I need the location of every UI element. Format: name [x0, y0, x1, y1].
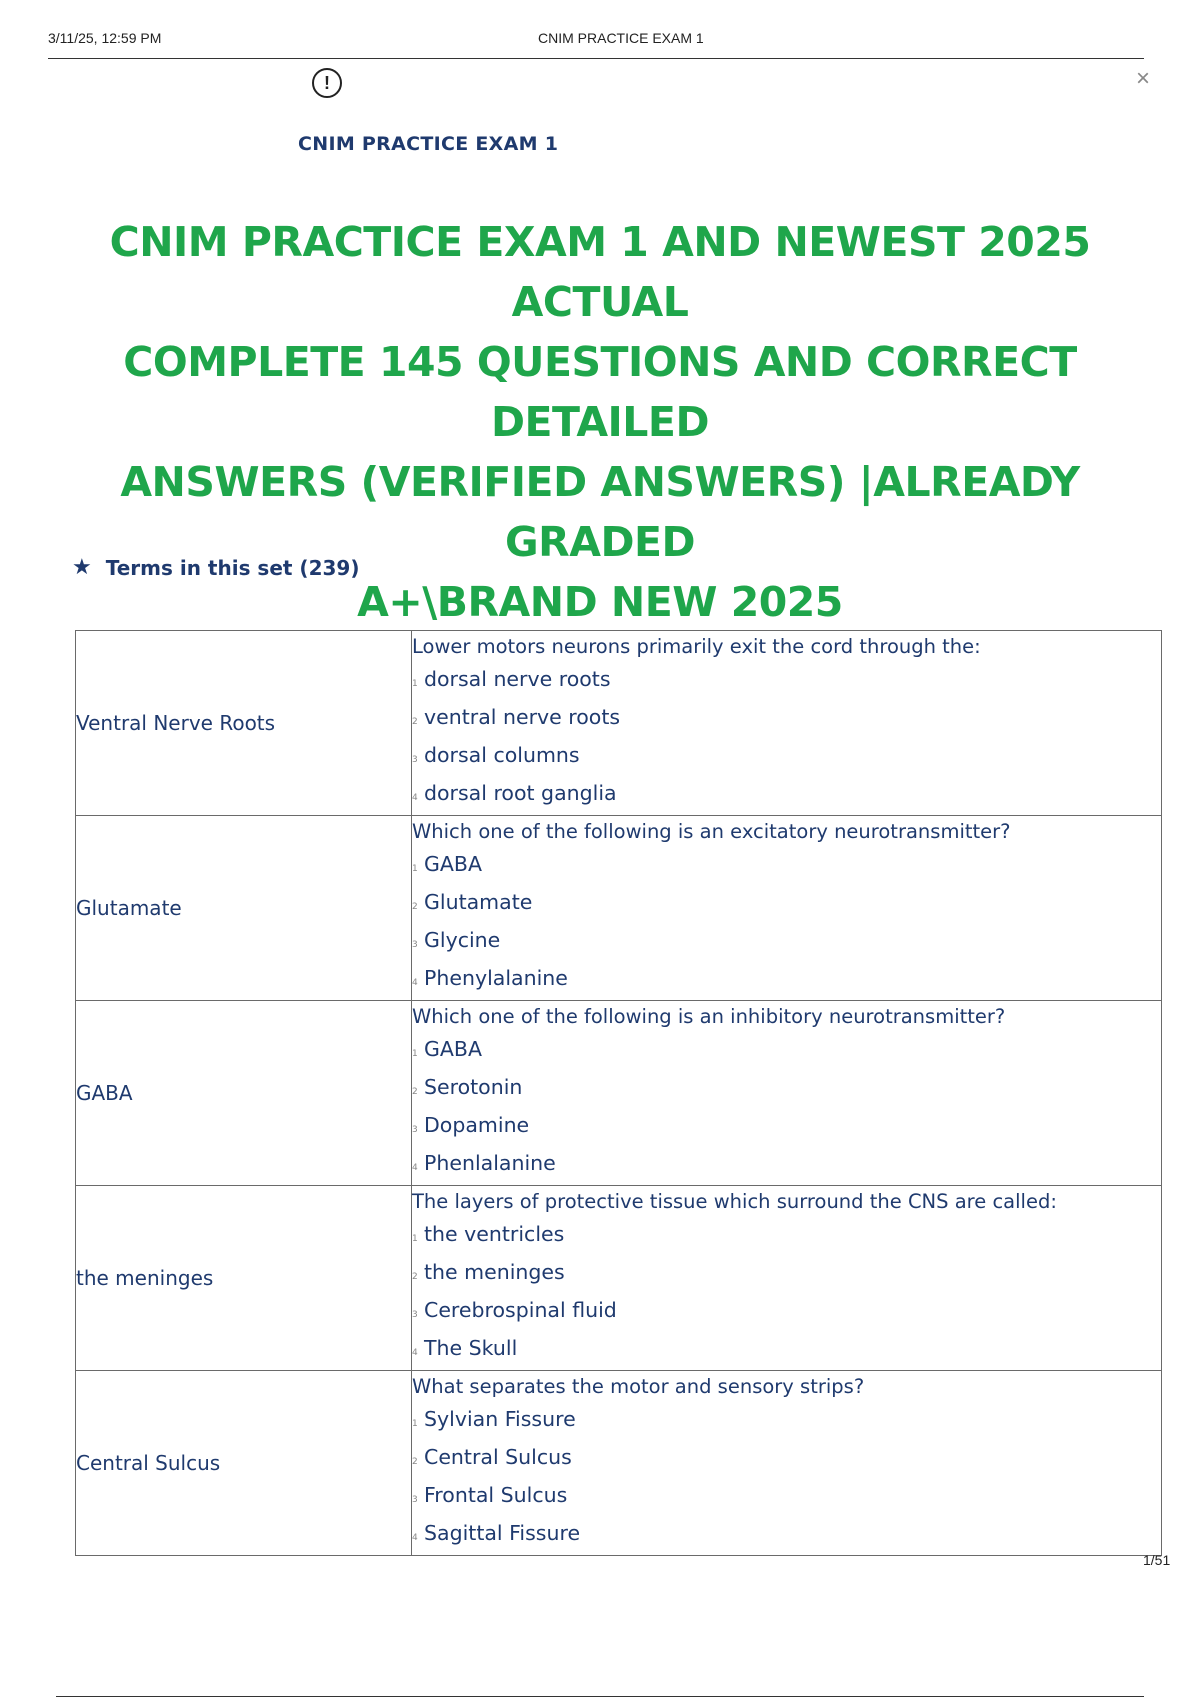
option-text: Glycine — [424, 928, 501, 952]
option-number: 3 — [412, 1495, 418, 1505]
term-row — [76, 1371, 1162, 1556]
terms-count-label: Terms in this set (239) — [105, 556, 360, 580]
option-number: 1 — [412, 864, 418, 874]
close-icon[interactable]: × — [1135, 65, 1150, 92]
page-number: 1/51 — [1143, 1552, 1171, 1568]
option-text: Phenlalanine — [424, 1151, 556, 1175]
set-title: CNIM PRACTICE EXAM 1 — [298, 133, 559, 155]
answer-option — [412, 1256, 1161, 1294]
term-cell: Central Sulcus — [76, 1371, 412, 1556]
term-row — [76, 631, 1162, 816]
alert-icon: ! — [312, 68, 342, 98]
print-date: 3/11/25, 12:59 PM — [48, 30, 162, 46]
answer-option — [412, 701, 1161, 739]
option-text: GABA — [424, 1037, 482, 1061]
question-text: Which one of the following is an excitatory neurotransmitter? — [412, 820, 1011, 843]
heading-line: CNIM PRACTICE EXAM 1 AND NEWEST 2025 ACTUAL — [109, 218, 1091, 326]
answer-option — [412, 1218, 1161, 1256]
question-text: The layers of protective tissue which surround the CNS are called: — [412, 1190, 1057, 1213]
option-text: Central Sulcus — [424, 1445, 572, 1469]
answer-option — [412, 1403, 1161, 1441]
option-text: The Skull — [424, 1336, 518, 1360]
term-row — [76, 1186, 1162, 1371]
terms-table — [75, 630, 1162, 1556]
heading-line: A+\BRAND NEW 2025 — [357, 578, 843, 626]
option-number: 3 — [412, 940, 418, 950]
answer-option — [412, 1441, 1161, 1479]
option-text: the ventricles — [424, 1222, 565, 1246]
option-number: 4 — [412, 1348, 418, 1358]
term-row — [76, 1001, 1162, 1186]
answer-option — [412, 1479, 1161, 1517]
definition-cell — [412, 1001, 1162, 1186]
option-text: GABA — [424, 852, 482, 876]
heading-line: ANSWERS (VERIFIED ANSWERS) |ALREADY GRADED — [120, 458, 1080, 566]
option-text: dorsal root ganglia — [424, 781, 617, 805]
option-number: 2 — [412, 717, 418, 727]
option-number: 3 — [412, 1125, 418, 1135]
answer-option — [412, 739, 1161, 777]
option-number: 2 — [412, 1087, 418, 1097]
question-text: What separates the motor and sensory strips? — [412, 1375, 865, 1398]
option-number: 2 — [412, 902, 418, 912]
option-number: 4 — [412, 1163, 418, 1173]
option-text: Serotonin — [424, 1075, 523, 1099]
term-cell: Ventral Nerve Roots — [76, 631, 412, 816]
option-text: Phenylalanine — [424, 966, 568, 990]
option-text: Frontal Sulcus — [424, 1483, 568, 1507]
term-row — [76, 816, 1162, 1001]
term-cell: GABA — [76, 1001, 412, 1186]
option-number: 1 — [412, 1419, 418, 1429]
option-number: 4 — [412, 1533, 418, 1543]
question-text: Which one of the following is an inhibitory neurotransmitter? — [412, 1005, 1006, 1028]
heading-line: COMPLETE 145 QUESTIONS AND CORRECT DETAILED — [123, 338, 1077, 446]
option-number: 2 — [412, 1457, 418, 1467]
option-text: dorsal nerve roots — [424, 667, 611, 691]
answer-option — [412, 1109, 1161, 1147]
option-text: Glutamate — [424, 890, 533, 914]
definition-cell — [412, 1371, 1162, 1556]
print-title: CNIM PRACTICE EXAM 1 — [538, 30, 704, 46]
option-number: 3 — [412, 1310, 418, 1320]
footer-rule — [56, 1696, 1144, 1697]
answer-option — [412, 1517, 1161, 1555]
terms-heading — [72, 556, 359, 580]
option-text: Dopamine — [424, 1113, 530, 1137]
term-cell: the meninges — [76, 1186, 412, 1371]
answer-option — [412, 1332, 1161, 1370]
definition-cell — [412, 1186, 1162, 1371]
term-cell: Glutamate — [76, 816, 412, 1001]
answer-option — [412, 886, 1161, 924]
option-text: dorsal columns — [424, 743, 580, 767]
option-number: 3 — [412, 755, 418, 765]
option-number: 4 — [412, 978, 418, 988]
question-text: Lower motors neurons primarily exit the cord through the: — [412, 635, 981, 658]
option-number: 1 — [412, 1049, 418, 1059]
answer-option — [412, 848, 1161, 886]
definition-cell — [412, 631, 1162, 816]
star-icon: ★ — [72, 555, 92, 580]
answer-option — [412, 1294, 1161, 1332]
answer-option — [412, 1033, 1161, 1071]
option-number: 1 — [412, 679, 418, 689]
answer-option — [412, 962, 1161, 1000]
answer-option — [412, 1071, 1161, 1109]
print-header — [48, 28, 1144, 59]
option-number: 1 — [412, 1234, 418, 1244]
answer-option — [412, 924, 1161, 962]
definition-cell — [412, 816, 1162, 1001]
option-number: 4 — [412, 793, 418, 803]
option-number: 2 — [412, 1272, 418, 1282]
option-text: the meninges — [424, 1260, 565, 1284]
answer-option — [412, 777, 1161, 815]
answer-option — [412, 663, 1161, 701]
option-text: Sylvian Fissure — [424, 1407, 576, 1431]
option-text: Sagittal Fissure — [424, 1521, 581, 1545]
option-text: ventral nerve roots — [424, 705, 621, 729]
option-text: Cerebrospinal fluid — [424, 1298, 617, 1322]
answer-option — [412, 1147, 1161, 1185]
